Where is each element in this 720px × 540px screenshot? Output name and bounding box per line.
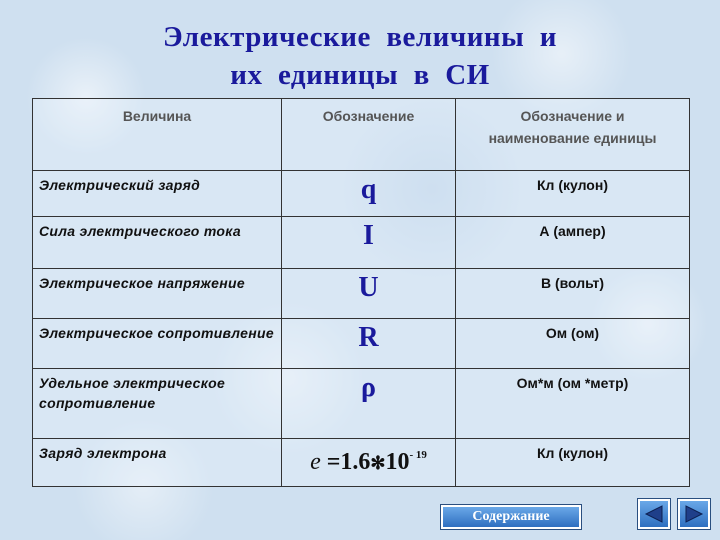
header-quantity: Величина — [33, 99, 282, 171]
table-row — [33, 217, 690, 269]
next-slide-button[interactable] — [678, 499, 710, 529]
triangle-right-icon — [683, 505, 705, 523]
table-row — [33, 269, 690, 319]
symbol-cell: R — [282, 319, 456, 369]
symbol-cell: ρ — [282, 369, 456, 439]
symbol-cell: U — [282, 269, 456, 319]
title-line-1: Электрические величины и — [163, 21, 557, 53]
formula-base: 10 — [385, 449, 410, 475]
quantity-cell: Электрическое напряжение — [33, 269, 282, 319]
multiply-sign: ✻ — [370, 453, 386, 473]
quantity-cell: Заряд электрона — [33, 439, 282, 487]
unit-cell: Кл (кулон) — [456, 171, 690, 217]
symbol-cell: I — [282, 217, 456, 269]
header-row — [33, 99, 690, 171]
formula-variable: e — [310, 449, 321, 475]
triangle-left-icon — [643, 505, 665, 523]
quantity-cell: Удельное электрическое сопротивление — [33, 369, 282, 439]
unit-cell: Кл (кулон) — [456, 439, 690, 487]
quantity-cell: Сила электрического тока — [33, 217, 282, 269]
table-row — [33, 369, 690, 439]
electron-charge-formula — [282, 439, 456, 487]
prev-slide-button[interactable] — [638, 499, 670, 529]
quantity-cell: Электрическое сопротивление — [33, 319, 282, 369]
table-row — [33, 171, 690, 217]
slide-title — [0, 18, 720, 94]
unit-cell: В (вольт) — [456, 269, 690, 319]
unit-cell: А (ампер) — [456, 217, 690, 269]
contents-button[interactable]: Содержание — [441, 505, 581, 529]
formula-value: =1.6 — [326, 449, 371, 475]
table-row — [33, 439, 690, 487]
table-row — [33, 319, 690, 369]
title-line-2: их единицы в СИ — [230, 59, 490, 91]
formula-exponent: - 19 — [409, 449, 427, 461]
header-unit: Обозначение и наименование единицы — [456, 99, 690, 171]
quantities-table — [32, 98, 690, 487]
unit-cell: Ом (ом) — [456, 319, 690, 369]
unit-cell: Ом*м (ом *метр) — [456, 369, 690, 439]
symbol-cell: q — [282, 171, 456, 217]
header-symbol: Обозначение — [282, 99, 456, 171]
quantity-cell: Электрический заряд — [33, 171, 282, 217]
